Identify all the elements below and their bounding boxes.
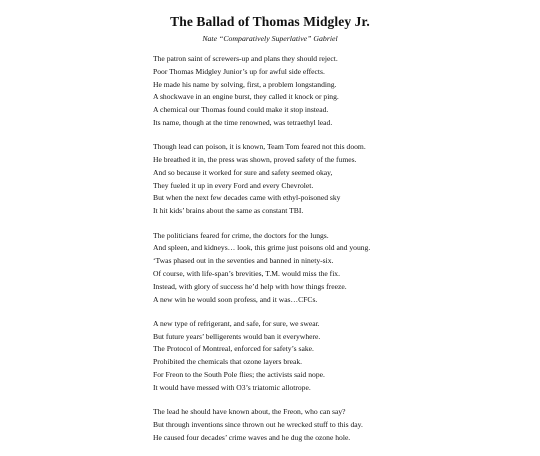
poem-line: He breathed it in, the press was shown, proved safety of the fumes. bbox=[153, 155, 357, 165]
poem-line: A new type of refrigerant, and safe, for sure, we swear. bbox=[153, 318, 320, 328]
poem-line: But when the next few decades came with ethyl-poisoned sky bbox=[153, 193, 341, 203]
poem-line: It would have messed with O3’s triatomic allotrope. bbox=[153, 382, 311, 392]
poem-line: The Protocol of Montreal, enforced for safety’s sake. bbox=[153, 344, 314, 354]
poem-line: A shockwave in an engine burst, they called it knock or ping. bbox=[153, 92, 339, 102]
poem-line: Instead, with glory of success he’d help with how things freeze. bbox=[153, 281, 347, 291]
poem-line: It hit kids’ brains about the same as constant TBI. bbox=[153, 206, 304, 216]
poem-body bbox=[153, 53, 533, 456]
poem-line: The patron saint of screwers-up and plans they should reject. bbox=[153, 54, 338, 63]
poem-line: Of course, with life-span’s brevities, T.M. would miss the fix. bbox=[153, 268, 341, 278]
poem-line: ‘Twas phased out in the seventies and banned in ninety-six. bbox=[153, 256, 334, 266]
stanza-4 bbox=[153, 318, 533, 395]
poem-line: Poor Thomas Midgley Junior’s up for awful side effects. bbox=[153, 66, 325, 76]
stanza-1 bbox=[153, 53, 533, 130]
poem-line: Its name, though at the time renowned, was tetraethyl lead. bbox=[153, 117, 333, 127]
poem-line: A new win he would soon profess, and it was…CFCs. bbox=[153, 294, 318, 304]
poem-line: He made his name by solving, first, a problem longstanding. bbox=[153, 79, 337, 89]
poem-line: For Freon to the South Pole flies; the activists said nope. bbox=[153, 370, 325, 380]
poem-line: But through inventions since thrown out he wrecked stuff to this day. bbox=[153, 419, 363, 429]
stanza-3 bbox=[153, 230, 533, 307]
poem-line: A chemical our Thomas found could make it stop instead. bbox=[153, 105, 329, 115]
poem-line: Prohibited the chemicals that ozone layers break. bbox=[153, 357, 303, 367]
poem-line: He caused four decades’ crime waves and he dug the ozone hole. bbox=[153, 432, 351, 442]
stanza-2 bbox=[153, 141, 533, 218]
poem-line: And so because it worked for sure and safety seemed okay, bbox=[153, 167, 333, 177]
poem-title: The Ballad of Thomas Midgley Jr. bbox=[170, 14, 370, 29]
stanza-5 bbox=[153, 406, 533, 444]
poem-line: But future years’ belligerents would ban it everywhere. bbox=[153, 331, 321, 341]
poem-line: The politicians feared for crime, the doctors for the lungs. bbox=[153, 230, 329, 240]
poem-line: They fueled it up in every Ford and every Chevrolet. bbox=[153, 180, 314, 190]
poem-line: Though lead can poison, it is known, Team Tom feared not this doom. bbox=[153, 142, 366, 152]
poem-line: The lead he should have known about, the Freon, who can say? bbox=[153, 407, 346, 417]
poem-byline: Nate “Comparatively Superlative” Gabriel bbox=[202, 34, 338, 43]
poem-line: And spleen, and kidneys… look, this grime just poisons old and young. bbox=[153, 243, 371, 253]
